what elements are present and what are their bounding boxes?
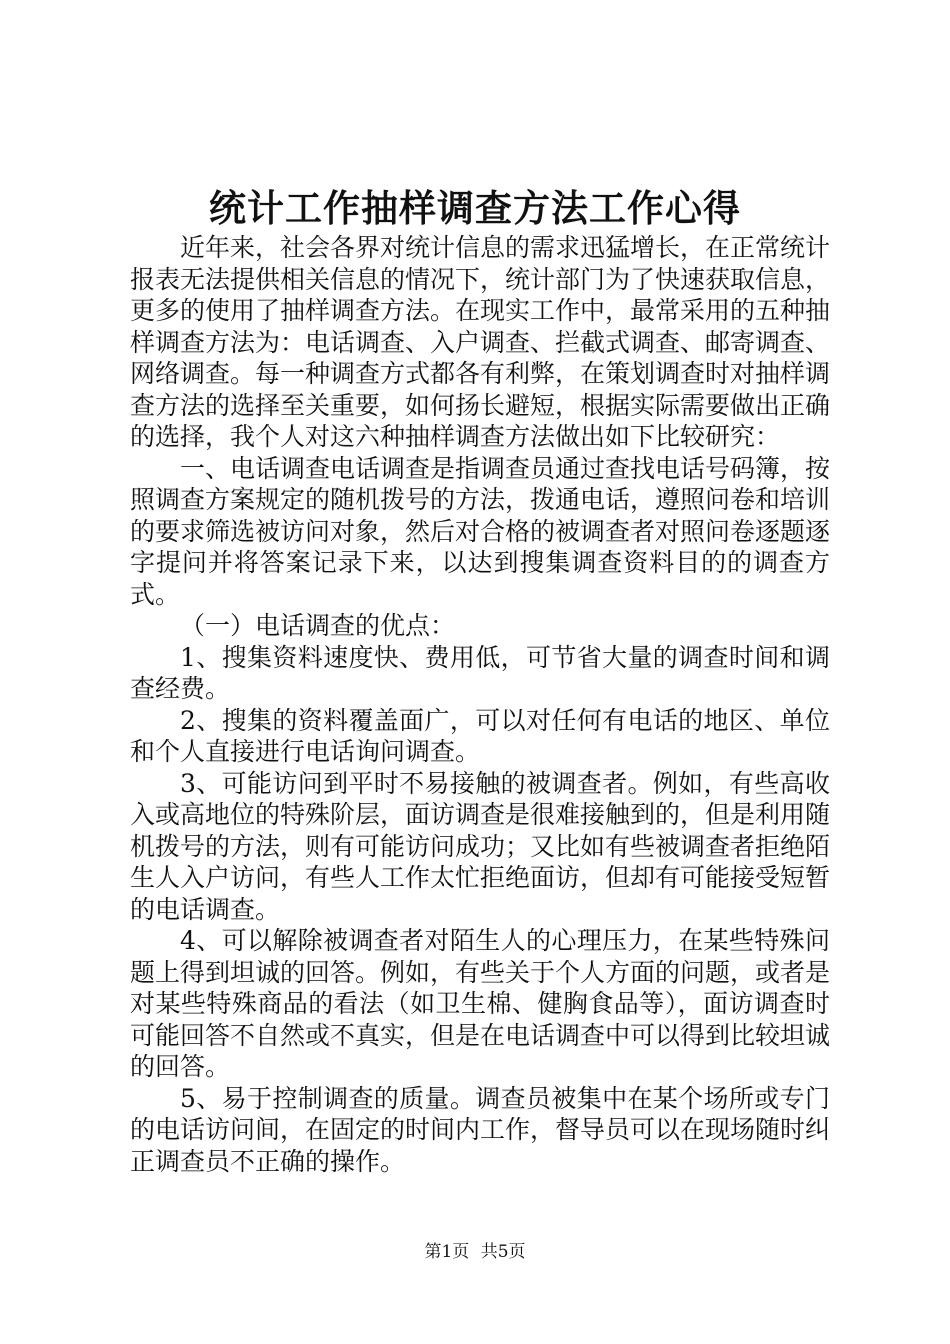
- paragraph-advantage-4: 4、可以解除被调查者对陌生人的心理压力，在某些特殊问题上得到坦诚的回答。例如，有些关于个人方面的问题，或者是对某些特殊商品的看法（如卫生棉、健胸食品等），面访调查时可能回答不自然或不真实，但是在电话调查中可以得到比较坦诚的回答。: [130, 926, 831, 1081]
- paragraph-advantage-5: 5、易于控制调查的质量。调查员被集中在某个场所或专门的电话访问间，在固定的时间内工作，督导员可以在现场随时纠正调查员不正确的操作。: [130, 1083, 831, 1176]
- paragraph-subheading-advantages: （一）电话调查的优点：: [180, 611, 456, 640]
- paragraph-intro: 近年来，社会各界对统计信息的需求迅猛增长，在正常统计报表无法提供相关信息的情况下，统计部门为了快速获取信息，更多的使用了抽样调查方法。在现实工作中，最常采用的五种抽样调查方法为：电话调查、入户调查、拦截式调查、邮寄调查、网络调查。每一种调查方式都各有利弊，在策划调查时对抽样调查方法的选择至关重要，如何扬长避短，根据实际需要做出正确的选择，我个人对这六种抽样调查方法做出如下比较研究：: [130, 233, 831, 451]
- paragraph-advantage-3: 3、可能访问到平时不易接触的被调查者。例如，有些高收入或高地位的特殊阶层，面访调查是很难接触到的，但是利用随机拨号的方法，则有可能访问成功；又比如有些被调查者拒绝陌生人入户访问，有些人工作太忙拒绝面访，但却有可能接受短暂的电话调查。: [130, 768, 831, 924]
- document-title: 统计工作抽样调查方法工作心得: [209, 186, 741, 230]
- paragraph-section-1: 一、电话调查电话调查是指调查员通过查找电话号码簿，按照调查方案规定的随机拨号的方法，拨通电话，遵照问卷和培训的要求筛选被访问对象，然后对合格的被调查者对照问卷逐题逐字提问并将答案记录下来，以达到搜集调查资料目的的调查方式。: [130, 453, 831, 609]
- page-total: 共5页: [480, 1242, 526, 1262]
- paragraph-advantage-2: 2、搜集的资料覆盖面广，可以对任何有电话的地区、单位和个人直接进行电话询问调查。: [130, 705, 830, 766]
- paragraph-advantage-1: 1、搜集资料速度快、费用低，可节省大量的调查时间和调查经费。: [130, 642, 830, 703]
- page-number: 第1页: [424, 1242, 470, 1262]
- page-footer: [0, 1241, 950, 1263]
- document-body: [130, 232, 830, 1177]
